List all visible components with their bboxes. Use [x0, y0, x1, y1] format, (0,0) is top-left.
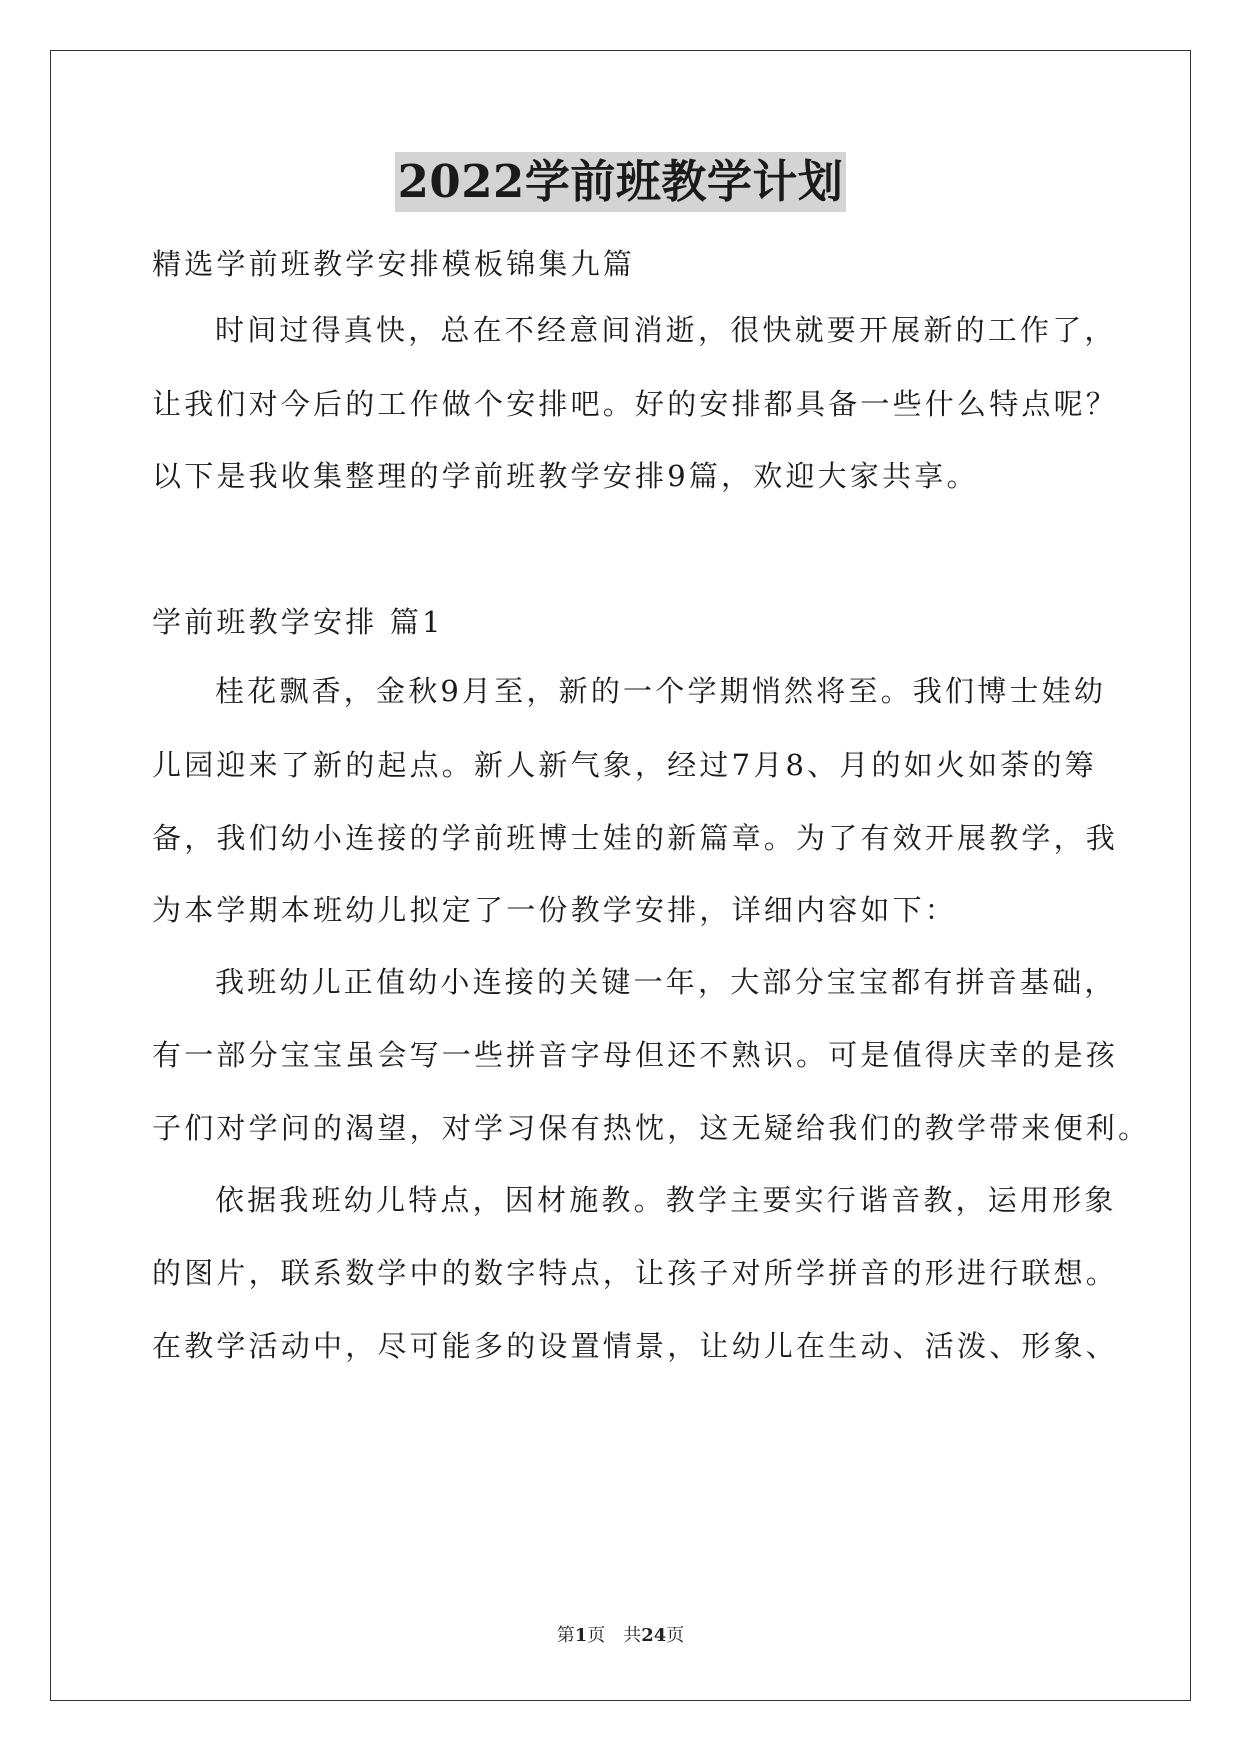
paragraph-line: 时间过得真快，总在不经意间消逝，很快就要开展新的工作了， — [215, 313, 1117, 347]
page-border — [50, 50, 1191, 1701]
paragraph-line: 子们对学问的渴望，对学习保有热忱，这无疑给我们的教学带来便利。 — [152, 1111, 1151, 1145]
page-current-number: 1 — [574, 1625, 588, 1646]
paragraph-line: 备，我们幼小连接的学前班博士娃的新篇章。为了有效开展教学，我 — [152, 821, 1119, 855]
paragraph-line: 在教学活动中，尽可能多的设置情景，让幼儿在生动、活泼、形象、 — [152, 1329, 1119, 1363]
paragraph-line: 的图片，联系数学中的数字特点，让孩子对所学拼音的形进行联想。 — [152, 1256, 1119, 1290]
document-title-text: 2022学前班教学计划 — [395, 152, 847, 212]
paragraph-line: 有一部分宝宝虽会写一些拼音字母但还不熟识。可是值得庆幸的是孩 — [152, 1038, 1119, 1072]
page-suffix: 页 — [666, 1625, 685, 1646]
document-subtitle: 精选学前班教学安排模板锦集九篇 — [152, 247, 636, 281]
paragraph-line: 儿园迎来了新的起点。新人新气象，经过7月8、月的如火如荼的筹 — [152, 748, 1097, 782]
document-title — [0, 152, 1241, 212]
section-heading: 学前班教学安排 篇1 — [152, 605, 444, 639]
paragraph-line: 以下是我收集整理的学前班教学安排9篇，欢迎大家共享。 — [152, 459, 979, 493]
paragraph-line: 我班幼儿正值幼小连接的关键一年，大部分宝宝都有拼音基础， — [215, 965, 1117, 999]
page-mid: 页 共 — [587, 1625, 642, 1646]
paragraph-line: 依据我班幼儿特点，因材施教。教学主要实行谐音教，运用形象 — [215, 1183, 1117, 1217]
page-total-number: 24 — [641, 1625, 667, 1646]
paragraph-line: 为本学期本班幼儿拟定了一份教学安排，详细内容如下： — [152, 893, 958, 927]
page-footer — [0, 1624, 1241, 1648]
paragraph-line: 桂花飘香，金秋9月至，新的一个学期悄然将至。我们博士娃幼 — [215, 674, 1107, 708]
page-prefix: 第 — [556, 1625, 575, 1646]
paragraph-line: 让我们对今后的工作做个安排吧。好的安排都具备一些什么特点呢？ — [152, 387, 1119, 421]
